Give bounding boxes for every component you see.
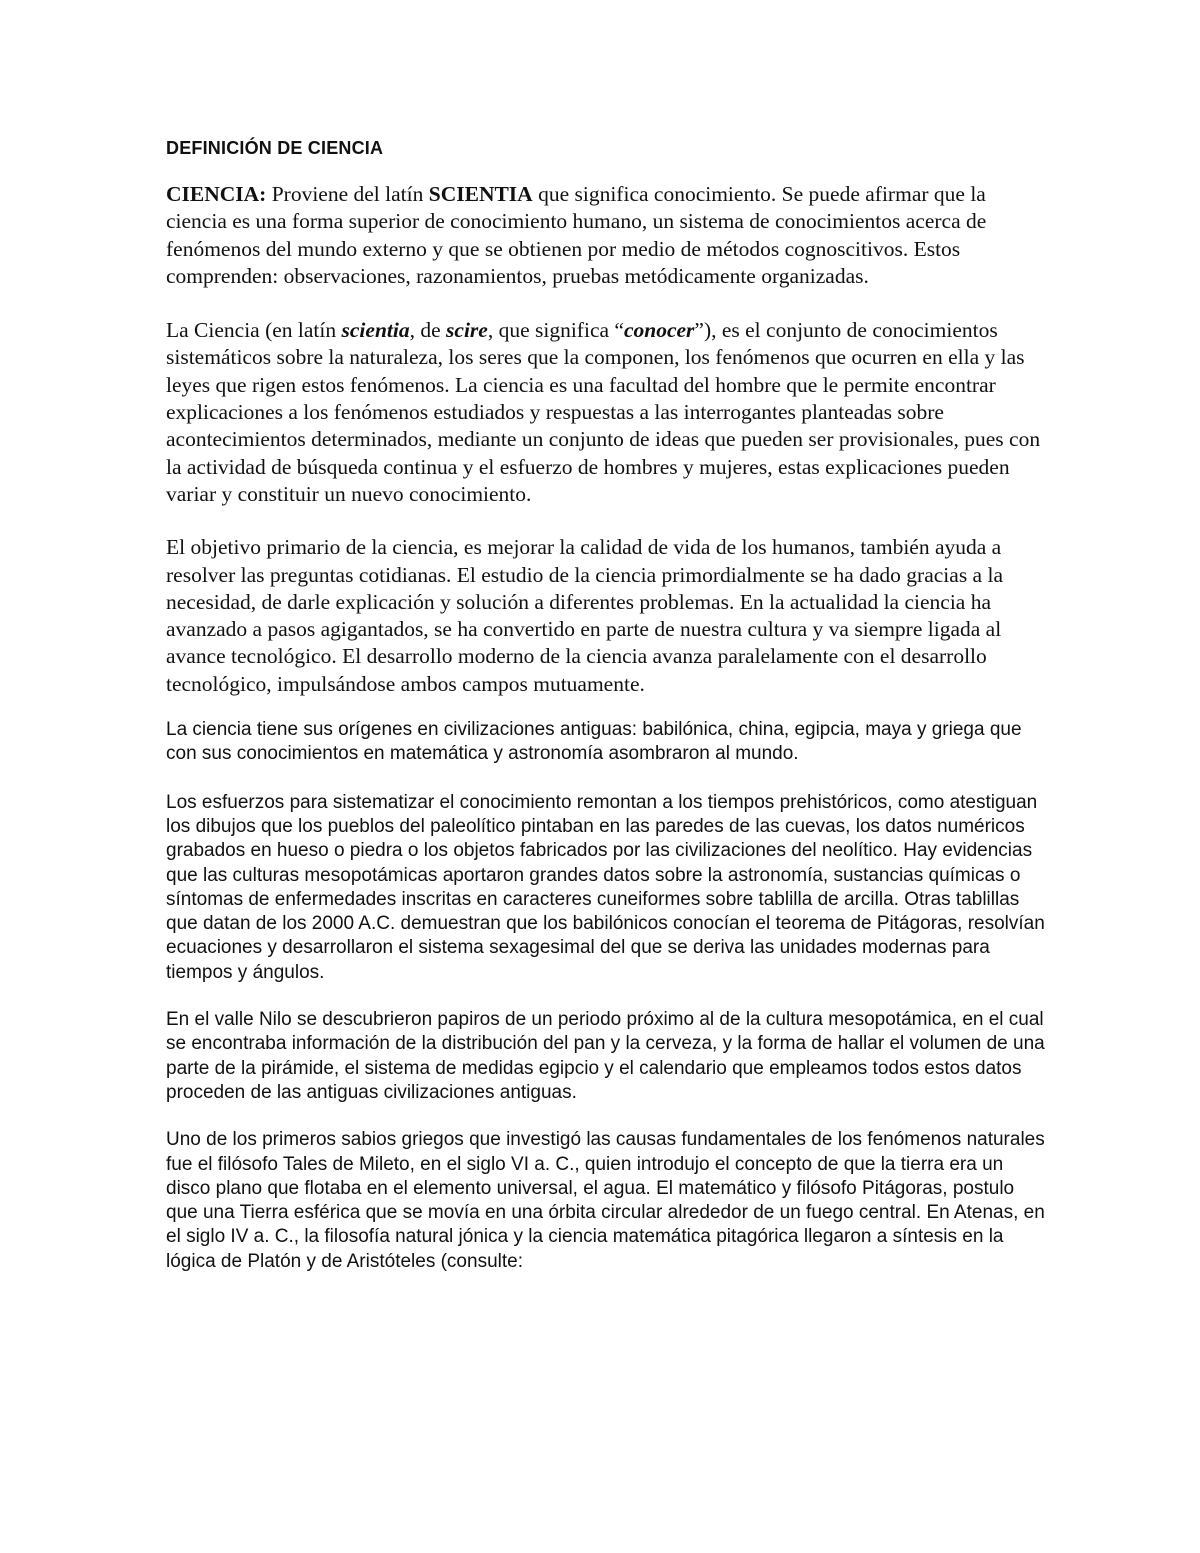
paragraph-text: Proviene del latín [266, 182, 429, 206]
paragraph-text: ”), es el conjunto de conocimientos sistemáticos sobre la naturaleza, los seres que la componen, los fenómenos que ocurren en ella y las leyes que rigen estos fenómenos. La ciencia es una facultad del hombre que le permite encontrar explicaciones a los fenómenos estudiados y respuestas a las interrogantes planteadas sobre acontecimientos determinados, mediante un conjunto de ideas que pueden ser provisionales, pues con la actividad de búsqueda continua y el esfuerzo de hombres y mujeres, estas explicaciones pueden variar y constituir un nuevo conocimiento. [166, 318, 1041, 506]
paragraph-ciencia-definition [166, 181, 1046, 290]
paragraph-text: , de [409, 318, 447, 343]
paragraph-text: La Ciencia (en latín [166, 318, 342, 343]
paragraph-objetivo: El objetivo primario de la ciencia, es mejorar la calidad de vida de los humanos, también ayuda a resolver las preguntas cotidianas. El estudio de la ciencia primordialmente se ha dado gracias a la necesidad, de darle explicación y solución a diferentes problemas. En la actualidad la ciencia ha avanzado a pasos agigantados, se ha convertido en parte de nuestra cultura y va siempre ligada al avance tecnológico. El desarrollo moderno de la ciencia avanza paralelamente con el desarrollo tecnológico, impulsándose ambos campos mutuamente. [166, 535, 1003, 696]
paragraph-prehistoria: Los esfuerzos para sistematizar el conocimiento remontan a los tiempos prehistóricos, como atestiguan los dibujos que los pueblos del paleolítico pintaban en las paredes de las cuevas, los datos numéricos grabados en hueso o piedra o los objetos fabricados por las civilizaciones del neolítico. Hay evidencias que las culturas mesopotámicas aportaron grandes datos sobre la astronomía, sustancias químicas o síntomas de enfermedades inscritas en caracteres cuneiformes sobre tablilla de arcilla. Otras tablillas que datan de los 2000 A.C. demuestran que los babilónicos conocían el teorema de Pitágoras, resolvían ecuaciones y desarrollaron el sistema sexagesimal del que se deriva las unidades modernas para tiempos y ángulos. [166, 791, 1045, 983]
page-title: DEFINICIÓN DE CIENCIA [166, 138, 384, 158]
paragraph-origenes: La ciencia tiene sus orígenes en civilizaciones antiguas: babilónica, china, egipcia, maya y griega que con sus conocimientos en matemática y astronomía asombraron al mundo. [166, 719, 1022, 765]
term-scientia: SCIENTIA [428, 182, 533, 206]
paragraph-valle-nilo: En el valle Nilo se descubrieron papiros de un periodo próximo al de la cultura mesopotámica, en el cual se encontraba información de la distribución del pan y la cerveza, y la forma de hallar el volumen de una parte de la pirámide, el sistema de medidas egipcio y el calendario que empleamos todos estos datos proceden de las antiguas civilizaciones antiguas. [166, 1009, 1045, 1103]
paragraph-text: , que significa “ [487, 318, 624, 343]
paragraph-griegos: Uno de los primeros sabios griegos que investigó las causas fundamentales de los fenómenos naturales fue el filósofo Tales de Mileto, en el siglo VI a. C., quien introdujo el concepto de que la tierra era un disco plano que flotaba en el elemento universal, el agua. El matemático y filósofo Pitágoras, postulo que una Tierra esférica que se movía en una órbita circular alrededor de un fuego central. En Atenas, en el siglo IV a. C., la filosofía natural jónica y la ciencia matemática pitagórica llegaron a síntesis en la lógica de Platón y de Aristóteles (consulte: [166, 1129, 1045, 1272]
term-scientia-italic: scientia [341, 318, 410, 343]
document-body [166, 138, 1046, 1298]
term-conocer: conocer [623, 318, 695, 343]
paragraph-text: que significa conocimiento. Se puede afirmar que la ciencia es una forma superior de conocimiento humano, un sistema de conocimientos acerca de fenómenos del mundo externo y que se obtienen por medio de métodos cognoscitivos. Estos comprenden: observaciones, razonamientos, pruebas metódicamente organizadas. [166, 182, 987, 288]
term-scire: scire [446, 318, 488, 343]
paragraph-ciencia-etymology [166, 317, 1046, 508]
term-ciencia: CIENCIA: [166, 182, 267, 206]
